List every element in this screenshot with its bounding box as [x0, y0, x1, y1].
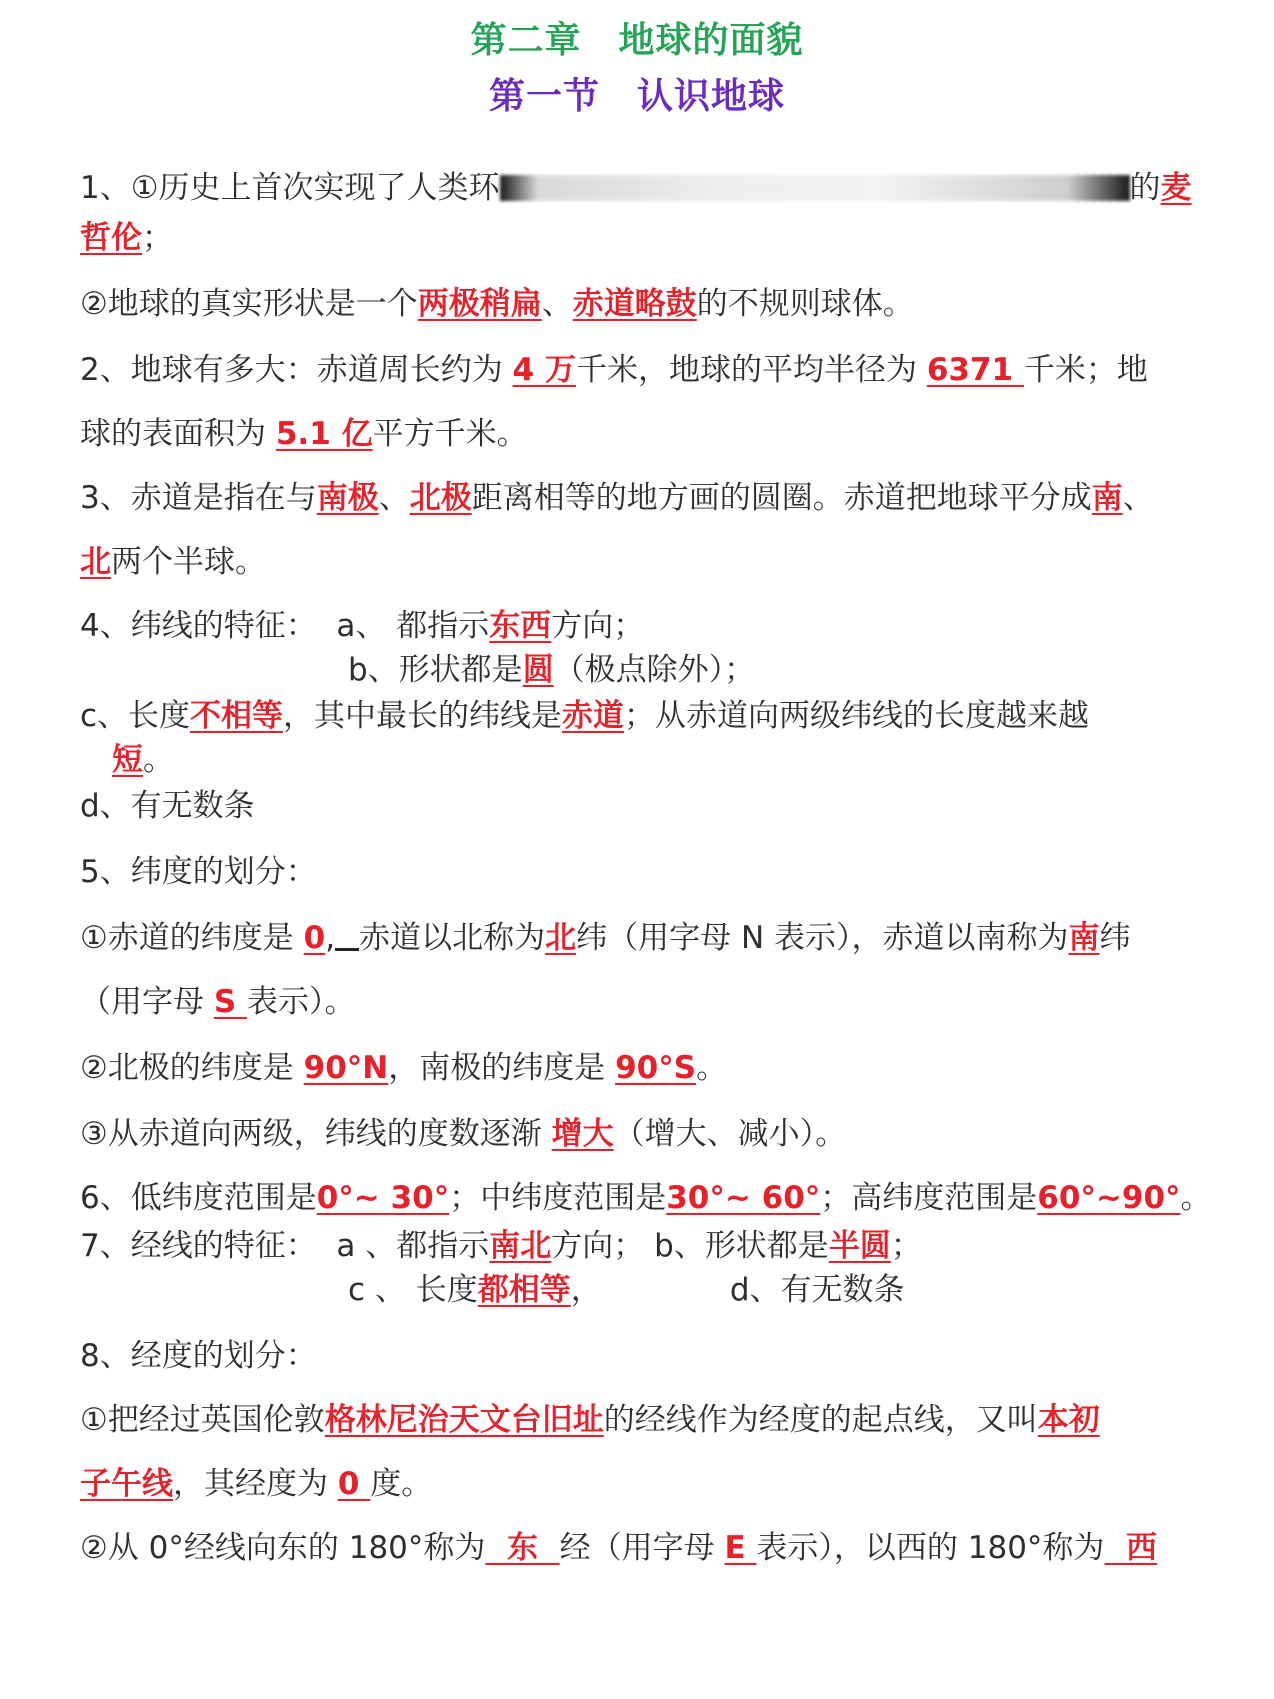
- body-text: 5、纬度的划分：: [80, 854, 317, 890]
- answer-text: 圆: [522, 652, 554, 688]
- chapter-title: 第二章 地球的面貌: [470, 20, 804, 61]
- answer-text: 北: [545, 920, 577, 956]
- body-text: 方向；: [551, 608, 645, 644]
- body-text: 6、低纬度范围是: [80, 1180, 317, 1216]
- item-5-line-3: [80, 1048, 727, 1088]
- body-text: 。: [1180, 1180, 1212, 1216]
- body-text: 的: [1129, 170, 1161, 206]
- body-text: ，其中最长的纬线是: [283, 698, 563, 734]
- body-text: 的不规则球体。: [696, 286, 914, 322]
- body-text: （极点除外）；: [553, 652, 756, 688]
- body-text: 纬: [1099, 920, 1131, 956]
- body-text: 。: [143, 742, 174, 778]
- item-1-line-1: [80, 168, 1192, 208]
- answer-text: 南: [1068, 920, 1100, 956]
- answer-text: 4 万: [512, 352, 576, 388]
- answer-text: 南: [1091, 480, 1123, 516]
- item-1-line-2: [80, 218, 173, 258]
- answer-text: 短: [112, 742, 143, 778]
- body-text: （增大、减小）。: [613, 1116, 847, 1152]
- body-text: 3、赤道是指在与: [80, 480, 317, 516]
- item-4-line-3: [80, 696, 1089, 736]
- answer-text: 北: [80, 544, 111, 580]
- item-4-line-2: [348, 650, 755, 690]
- item-4-line-5: [80, 786, 255, 826]
- body-text: （用字母: [80, 984, 214, 1020]
- item-5-line-4: [80, 1114, 846, 1154]
- body-text: 经（用字母: [559, 1530, 725, 1566]
- item-4-line-1: [80, 606, 644, 646]
- body-text: 4、纬线的特征： a、 都指示: [80, 608, 490, 644]
- answer-text: 格林尼治天文台旧址: [324, 1402, 604, 1438]
- item-7-line-1: [80, 1226, 922, 1266]
- answer-text: 南极: [316, 480, 379, 516]
- body-text: ， d、有无数条: [570, 1272, 905, 1308]
- body-text: ；从赤道向两级纬线的长度越来越: [624, 698, 1090, 734]
- answer-text: 子午线: [80, 1466, 173, 1502]
- answer-text: 0: [303, 920, 326, 956]
- item-2-line-1: [80, 350, 1148, 390]
- body-text: 两个半球。: [111, 544, 266, 580]
- body-text: 千米；地: [1023, 352, 1148, 388]
- body-text: 、: [378, 480, 410, 516]
- body-text: 2、地球有多大：赤道周长约为: [80, 352, 513, 388]
- body-text: ；: [142, 220, 173, 256]
- answer-text: 麦: [1160, 170, 1192, 206]
- answer-text: 90°N: [303, 1050, 389, 1086]
- answer-text: 30°~ 60°: [666, 1180, 821, 1216]
- body-text: 千米，地球的平均半径为: [575, 352, 927, 388]
- body-text: 纬（用字母 N 表示），赤道以南称为: [576, 920, 1069, 956]
- body-text: ，南极的纬度是: [388, 1050, 616, 1086]
- body-text: 距离相等的地方画的圆圈。赤道把地球平分成: [471, 480, 1092, 516]
- answer-text: E: [724, 1530, 757, 1566]
- body-text: 表示）。: [246, 984, 356, 1020]
- body-text: 表示），以西的 180°称为: [756, 1530, 1105, 1566]
- body-text: b、形状都是: [348, 652, 523, 688]
- body-text: ；中纬度范围是: [449, 1180, 667, 1216]
- body-text: 。: [696, 1050, 728, 1086]
- item-8-line-2: [80, 1464, 432, 1504]
- answer-text: S: [213, 984, 247, 1020]
- item-8-line-3: [80, 1528, 1157, 1568]
- item-5-line-2: [80, 982, 355, 1022]
- body-text: ，其经度为: [173, 1466, 338, 1502]
- body-text: c 、 长度: [348, 1272, 478, 1308]
- answer-text: 本初: [1037, 1402, 1100, 1438]
- answer-text: 都相等: [477, 1272, 571, 1308]
- body-text: ,: [325, 920, 336, 956]
- answer-text: 增大: [551, 1116, 614, 1152]
- item-3-line-2: [80, 542, 266, 582]
- item-8-heading: [80, 1336, 317, 1376]
- body-text: ②地球的真实形状是一个: [80, 286, 418, 322]
- body-text: 赤道以北称为: [359, 920, 546, 956]
- item-5-line-1: [80, 918, 1131, 958]
- answer-text: 半圆: [828, 1228, 891, 1264]
- body-text: c、长度: [80, 698, 191, 734]
- answer-text: 东西: [489, 608, 552, 644]
- section-title: 第一节 认识地球: [488, 76, 785, 117]
- answer-text: 赤道略鼓: [572, 286, 697, 322]
- redacted-blur: [500, 175, 1130, 201]
- answer-text: 0°~ 30°: [316, 1180, 450, 1216]
- answer-text: 不相等: [190, 698, 284, 734]
- body-text: ②北极的纬度是: [80, 1050, 304, 1086]
- answer-text: 哲伦: [80, 220, 142, 256]
- item-2-line-2: [80, 414, 528, 454]
- answer-text: 东: [485, 1530, 560, 1566]
- answer-text: 0: [337, 1466, 371, 1502]
- body-text: 7、经线的特征： a 、都指示: [80, 1228, 490, 1264]
- body-text: ①把经过英国伦敦: [80, 1402, 325, 1438]
- answer-text: 90°S: [615, 1050, 697, 1086]
- body-text: 度。: [370, 1466, 433, 1502]
- body-text: ②从 0°经线向东的 180°称为: [80, 1530, 486, 1566]
- body-text: ③从赤道向两级，纬线的度数逐渐: [80, 1116, 552, 1152]
- body-text: ；: [890, 1228, 922, 1264]
- body-text: d、有无数条: [80, 788, 255, 824]
- answer-text: 60°~90°: [1037, 1180, 1181, 1216]
- item-3-line-1: [80, 478, 1154, 518]
- item-1-line-3: [80, 284, 914, 324]
- answer-text: 两极稍扁: [417, 286, 542, 322]
- body-text: 、: [1122, 480, 1154, 516]
- answer-text: 赤道: [562, 698, 625, 734]
- body-text: 8、经度的划分：: [80, 1338, 317, 1374]
- answer-text: 南北: [489, 1228, 552, 1264]
- body-text: 方向； b、形状都是: [551, 1228, 829, 1264]
- body-text: 球的表面积为: [80, 416, 276, 452]
- item-8-line-1: [80, 1400, 1100, 1440]
- body-text: 、: [541, 286, 573, 322]
- answer-text: 北极: [409, 480, 472, 516]
- body-text: ；高纬度范围是: [820, 1180, 1038, 1216]
- answer-text: 6371: [926, 352, 1024, 388]
- item-5-heading: [80, 852, 317, 892]
- answer-text: 5.1 亿: [275, 416, 373, 452]
- item-6-line: [80, 1178, 1212, 1218]
- body-text: 的经线作为经度的起点线，又叫: [603, 1402, 1038, 1438]
- body-text: 平方千米。: [372, 416, 528, 452]
- item-7-line-2: [348, 1270, 905, 1310]
- blank-underline: [335, 918, 359, 951]
- item-4-line-4: [112, 740, 174, 780]
- body-text: 1、①历史上首次实现了人类环: [80, 170, 500, 206]
- body-text: ①赤道的纬度是: [80, 920, 304, 956]
- answer-text: 西: [1104, 1530, 1158, 1566]
